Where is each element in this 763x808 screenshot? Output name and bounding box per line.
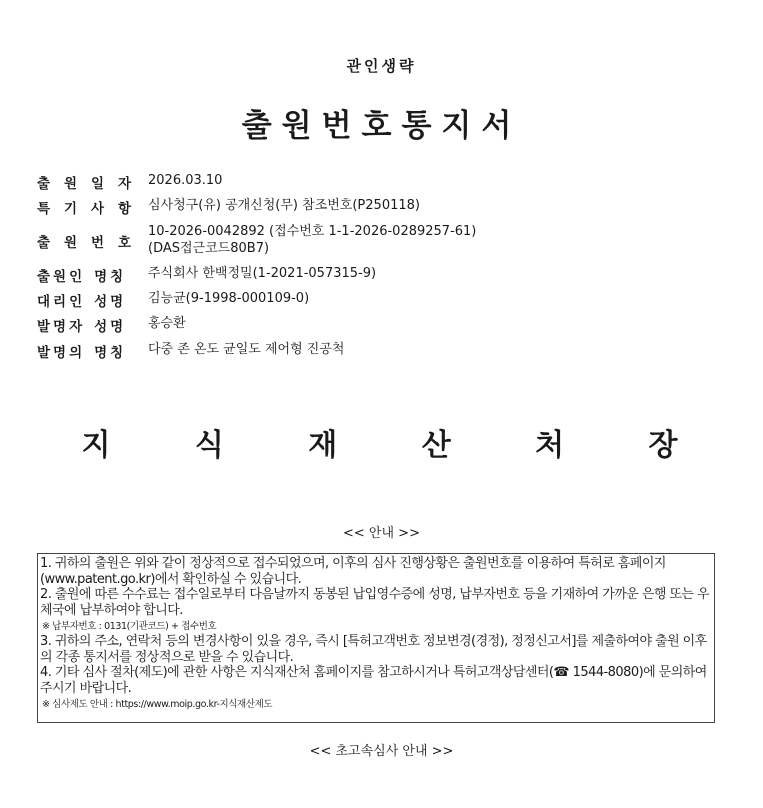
field-special-notes <box>37 197 420 217</box>
field-label-part: 호 <box>118 235 132 251</box>
document-title: 출원번호통지서 <box>241 108 522 144</box>
notice-item-4-phone: 1544-8080)에 문의하여 주시기 바랍니다. <box>40 665 707 696</box>
notice-note-exam-guide: ※ 심사제도 안내 : https://www.moip.go.kr-지식재산제도 <box>42 698 273 710</box>
notice-item-2: 2. 출원에 따른 수수료는 접수일로부터 다음날까지 동봉된 납입영수증에 성명, 납부자번호 등을 기재하여 가까운 은행 또는 우체국에 납부하여야 합니다. <box>40 587 710 619</box>
field-invention-title <box>37 341 344 361</box>
notice-item-4 <box>40 665 714 696</box>
field-label-part: 특 <box>37 201 51 217</box>
field-label-part: 원 <box>64 176 78 192</box>
field-label <box>37 172 148 192</box>
issuing-office-char: 재 <box>308 428 338 463</box>
notice-heading: << 안내 >> <box>343 526 420 541</box>
field-label <box>37 197 148 217</box>
field-label-part: 번 <box>91 235 105 251</box>
field-label-part: 명칭 <box>94 345 127 361</box>
field-label <box>37 231 148 257</box>
field-label-part: 일 <box>91 176 105 192</box>
issuing-office-char: 산 <box>421 428 451 463</box>
notice-item-1: 1. 귀하의 출원은 위와 같이 정상적으로 접수되었으며, 이후의 심사 진행상황은 출원번호를 이용하여 특허로 홈페이지(www.patent.go.kr)에서 확인하실 수 있습니다. <box>40 556 666 587</box>
issuing-office-char: 장 <box>648 428 678 463</box>
field-label <box>37 341 148 361</box>
field-label-part: 발명자 <box>37 319 86 335</box>
field-label <box>37 290 148 310</box>
notice-item-3: 3. 귀하의 주소, 연락처 등의 변경사항이 있을 경우, 즉시 [특허고객번호 정보변경(경정), 정정신고서]를 제출하여야 출원 이후의 각종 통지서를 정상적으로 받을 수 있습니다. <box>40 633 707 665</box>
field-label <box>37 315 148 335</box>
field-label-part: 출 <box>37 176 51 192</box>
field-label-part: 항 <box>118 201 132 217</box>
issuing-office-char: 지 <box>81 428 111 463</box>
field-label-part: 명칭 <box>94 269 127 285</box>
field-label-part: 대리인 <box>37 294 86 310</box>
phone-icon: ☎ <box>553 665 570 681</box>
seal-omitted-label: 관인생략 <box>346 57 417 75</box>
field-value-das-code: (DAS접근코드80B7) <box>148 241 270 256</box>
field-value: 2026.03.10 <box>148 173 223 188</box>
field-label <box>37 265 148 285</box>
field-label-part: 자 <box>118 176 132 192</box>
field-label-part: 기 <box>64 201 78 217</box>
field-inventor <box>37 315 186 335</box>
notice-note-payer-number: ※ 납부자번호 : 0131(기관코드) + 접수번호 <box>42 620 217 632</box>
issuing-office-char: 식 <box>194 428 224 463</box>
field-applicant <box>37 265 376 285</box>
field-label-part: 성명 <box>94 319 127 335</box>
field-value: 주식회사 한백정밀(1-2021-057315-9) <box>148 266 377 281</box>
field-application-number <box>37 223 476 257</box>
field-label-part: 원 <box>64 235 78 251</box>
field-label-part: 출원인 <box>37 269 86 285</box>
field-agent <box>37 290 309 310</box>
field-label-part: 성명 <box>94 294 127 310</box>
field-value: 다중 존 온도 균일도 제어형 진공척 <box>148 342 345 357</box>
field-label-part: 사 <box>91 201 105 217</box>
field-value: 심사청구(유) 공개신청(무) 참조번호(P250118) <box>148 198 420 213</box>
field-filing-date <box>37 172 222 192</box>
fast-track-heading: << 초고속심사 안내 >> <box>309 744 454 759</box>
field-value: 홍승환 <box>148 316 186 331</box>
field-label-part: 발명의 <box>37 345 86 361</box>
field-value: 10-2026-0042892 (접수번호 1-1-2026-0289257-61) <box>148 224 477 239</box>
field-value: 김능균(9-1998-000109-0) <box>148 291 310 306</box>
field-label-part: 출 <box>37 235 51 251</box>
notice-item-4-text: 4. 기타 심사 절차(제도)에 관한 사항은 지식재산처 홈페이지를 참고하시거나 특허고객상담센터( <box>40 665 554 681</box>
issuing-office-char: 처 <box>535 428 565 463</box>
notice-box <box>37 553 715 723</box>
